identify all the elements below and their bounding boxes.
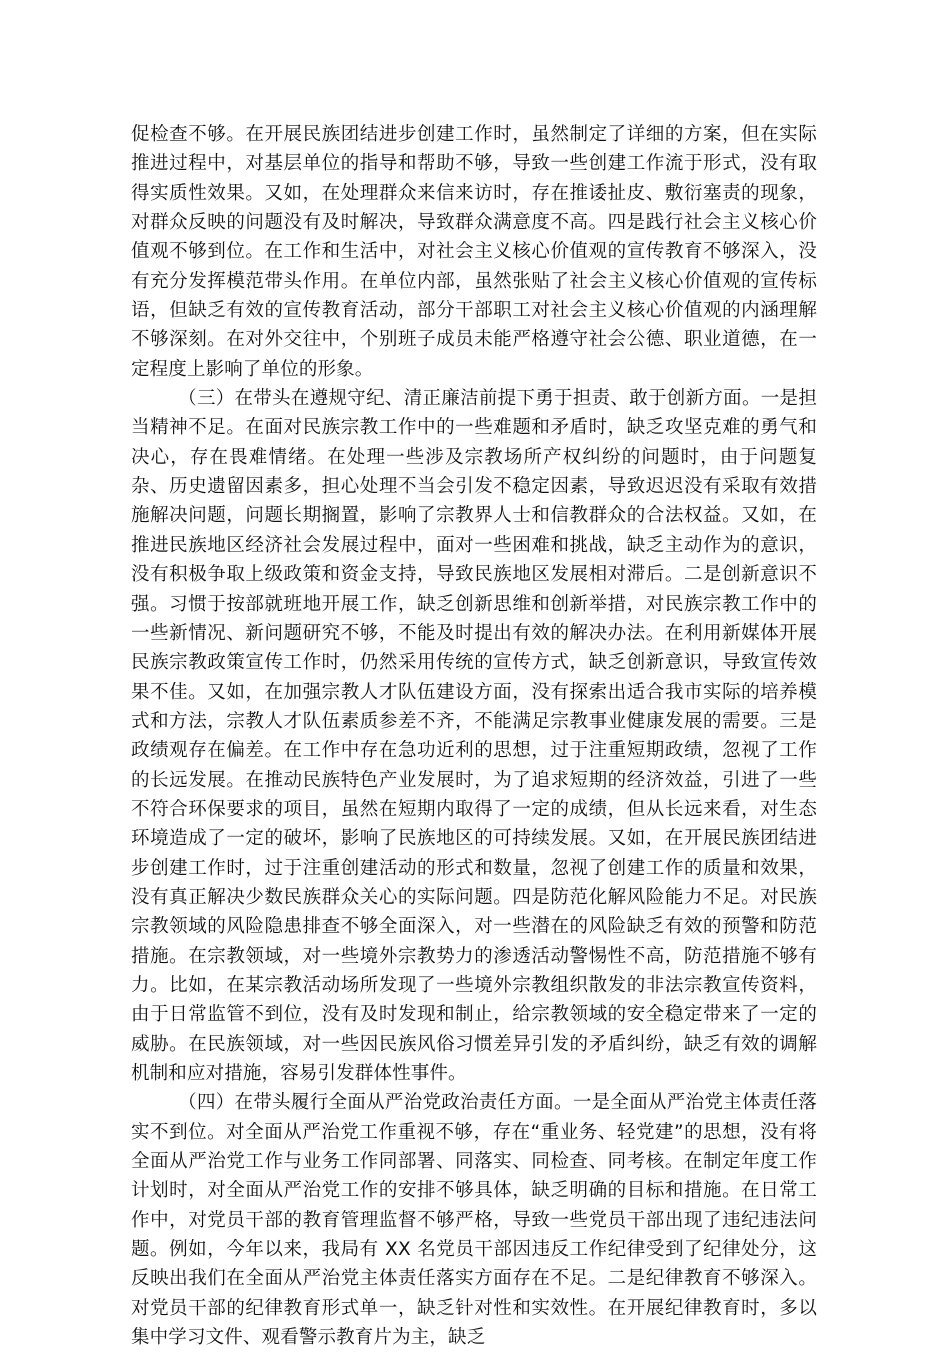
document-body — [131, 120, 817, 1352]
paragraph-continuation: 促检查不够。在开展民族团结进步创建工作时，虽然制定了详细的方案，但在实际推进过程中，对基层单位的指导和帮助不够，导致一些创建工作流于形式，没有取得实质性效果。又如，在处理群众来信来访时，存在推诿扯皮、敷衍塞责的现象，对群众反映的问题没有及时解决，导致群众满意度不高。四是践行社会主义核心价值观不够到位。在工作和生活中，对社会主义核心价值观的宣传教育不够深入，没有充分发挥模范带头作用。在单位内部，虽然张贴了社会主义核心价值观的宣传标语，但缺乏有效的宣传教育活动，部分干部职工对社会主义核心价值观的内涵理解不够深刻。在对外交往中，个别班子成员未能严格遵守社会公德、职业道德，在一定程度上影响了单位的形象。 — [131, 124, 817, 380]
paragraph-section-four: （四）在带头履行全面从严治党政治责任方面。一是全面从严治党主体责任落实不到位。对全面从严治党工作重视不够，存在“重业务、轻党建”的思想，没有将全面从严治党工作与业务工作同部署、同落实、同检查、同考核。在制定年度工作计划时，对全面从严治党工作的安排不够具体，缺乏明确的目标和措施。在日常工作中，对党员干部的教育管理监督不够严格，导致一些党员干部出现了违纪违法问题。例如，今年以来，我局有 XX 名党员干部因违反工作纪律受到了纪律处分，这反映出我们在全面从严治党主体责任落实方面存在不足。二是纪律教育不够深入。对党员干部的纪律教育形式单一，缺乏针对性和实效性。在开展纪律教育时，多以集中学习文件、观看警示教育片为主，缺乏 — [131, 1092, 817, 1349]
paragraph-section-three: （三）在带头在遵规守纪、清正廉洁前提下勇于担责、敢于创新方面。一是担当精神不足。在面对民族宗教工作中的一些难题和矛盾时，缺乏攻坚克难的勇气和决心，存在畏难情绪。在处理一些涉及宗教场所产权纠纷的问题时，由于问题复杂、历史遗留因素多，担心处理不当会引发不稳定因素，导致迟迟没有采取有效措施解决问题，问题长期搁置，影响了宗教界人士和信教群众的合法权益。又如，在推进民族地区经济社会发展过程中，面对一些困难和挑战，缺乏主动作为的意识，没有积极争取上级政策和资金支持，导致民族地区发展相对滞后。二是创新意识不强。习惯于按部就班地开展工作，缺乏创新思维和创新举措，对民族宗教工作中的一些新情况、新问题研究不够，不能及时提出有效的解决办法。在利用新媒体开展民族宗教政策宣传工作时，仍然采用传统的宣传方式，缺乏创新意识，导致宣传效果不佳。又如，在加强宗教人才队伍建设方面，没有探索出适合我市实际的培养模式和方法，宗教人才队伍素质参差不齐，不能满足宗教事业健康发展的需要。三是政绩观存在偏差。在工作中存在急功近利的思想，过于注重短期政绩，忽视了工作的长远发展。在推动民族特色产业发展时，为了追求短期的经济效益，引进了一些不符合环保要求的项目，虽然在短期内取得了一定的成绩，但从长远来看，对生态环境造成了一定的破坏，影响了民族地区的可持续发展。又如，在开展民族团结进步创建工作时，过于注重创建活动的形式和数量，忽视了创建工作的质量和效果，没有真正解决少数民族群众关心的实际问题。四是防范化解风险能力不足。对民族宗教领域的风险隐患排查不够全面深入，对一些潜在的风险缺乏有效的预警和防范措施。在宗教领域，对一些境外宗教势力的渗透活动警惕性不高，防范措施不够有力。比如，在某宗教活动场所发现了一些境外宗教组织散发的非法宗教宣传资料，由于日常监管不到位，没有及时发现和制止，给宗教领域的安全稳定带来了一定的威胁。在民族领域，对一些因民族风俗习惯差异引发的矛盾纠纷，缺乏有效的调解机制和应对措施，容易引发群体性事件。 — [131, 388, 817, 1084]
